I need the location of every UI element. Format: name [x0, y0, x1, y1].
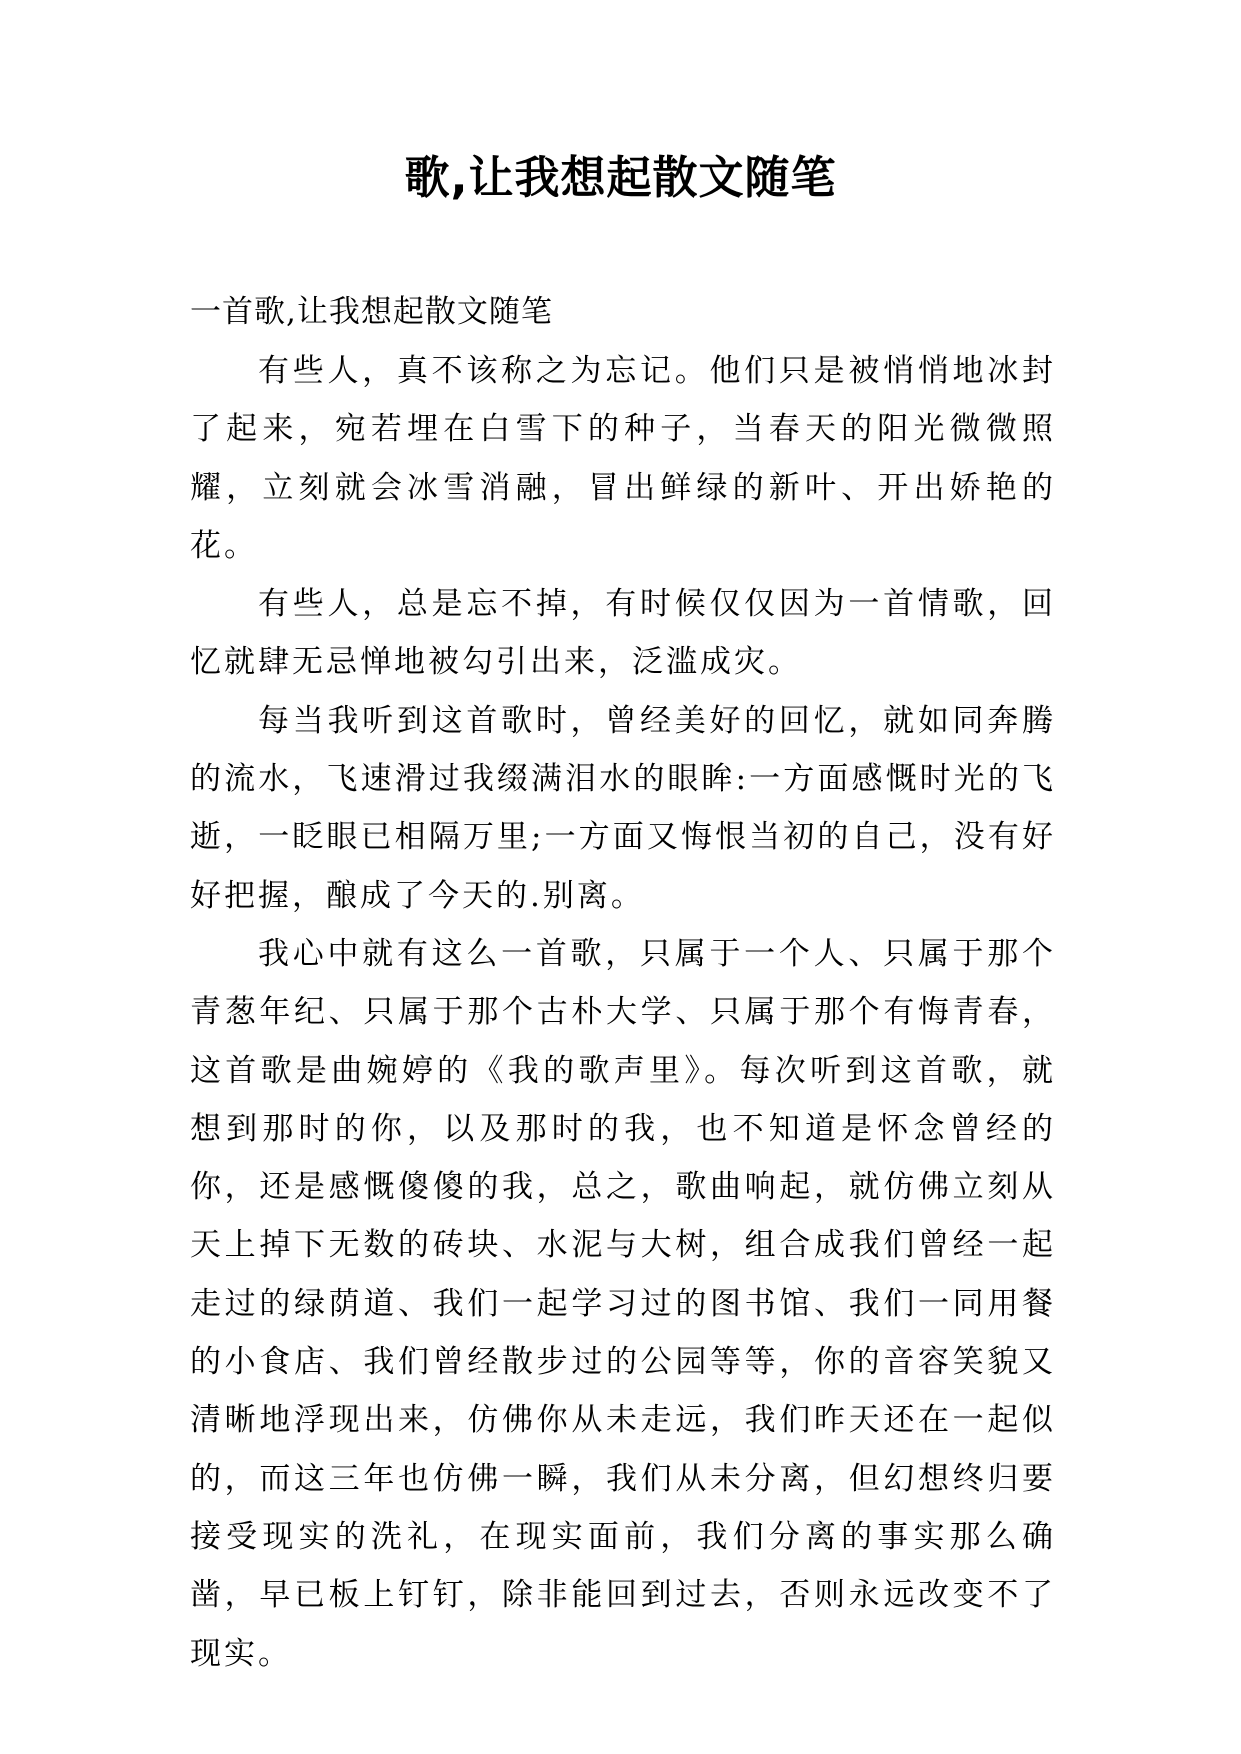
- paragraph-4: 我心中就有这么一首歌，只属于一个人、只属于那个青葱年纪、只属于那个古朴大学、只属于那个有悔青春，这首歌是曲婉婷的《我的歌声里》。每次听到这首歌，就想到那时的你，以及那时的我，也不知道是怀念曾经的你，还是感慨傻傻的我，总之，歌曲响起，就仿佛立刻从天上掉下无数的砖块、水泥与大树，组合成我们曾经一起走过的绿荫道、我们一起学习过的图书馆、我们一同用餐的小食店、我们曾经散步过的公园等等，你的音容笑貌又清晰地浮现出来，仿佛你从未走远，我们昨天还在一起似的，而这三年也仿佛一瞬，我们从未分离，但幻想终归要接受现实的洗礼，在现实面前，我们分离的事实那么确凿，早已板上钉钉，除非能回到过去，否则永远改变不了现实。: [190, 935, 1056, 1672]
- document-body: [190, 342, 1056, 1683]
- paragraph-2: 有些人，总是忘不掉，有时候仅仅因为一首情歌，回忆就肆无忌惮地被勾引出来，泛滥成灾。: [190, 586, 1056, 681]
- paragraph-3: 每当我听到这首歌时，曾经美好的回忆，就如同奔腾的流水，飞速滑过我缀满泪水的眼眸:一方面感慨时光的飞逝，一眨眼已相隔万里;一方面又悔恨当初的自己，没有好好把握，酿成了今天的.别离。: [190, 702, 1056, 914]
- document-subtitle: 一首歌,让我想起散文随笔: [190, 294, 553, 330]
- paragraph-1: 有些人，真不该称之为忘记。他们只是被悄悄地冰封了起来，宛若埋在白雪下的种子，当春天的阳光微微照耀，立刻就会冰雪消融，冒出鲜绿的新叶、开出娇艳的花。: [190, 353, 1056, 564]
- document-title: 歌,让我想起散文随笔: [404, 151, 837, 204]
